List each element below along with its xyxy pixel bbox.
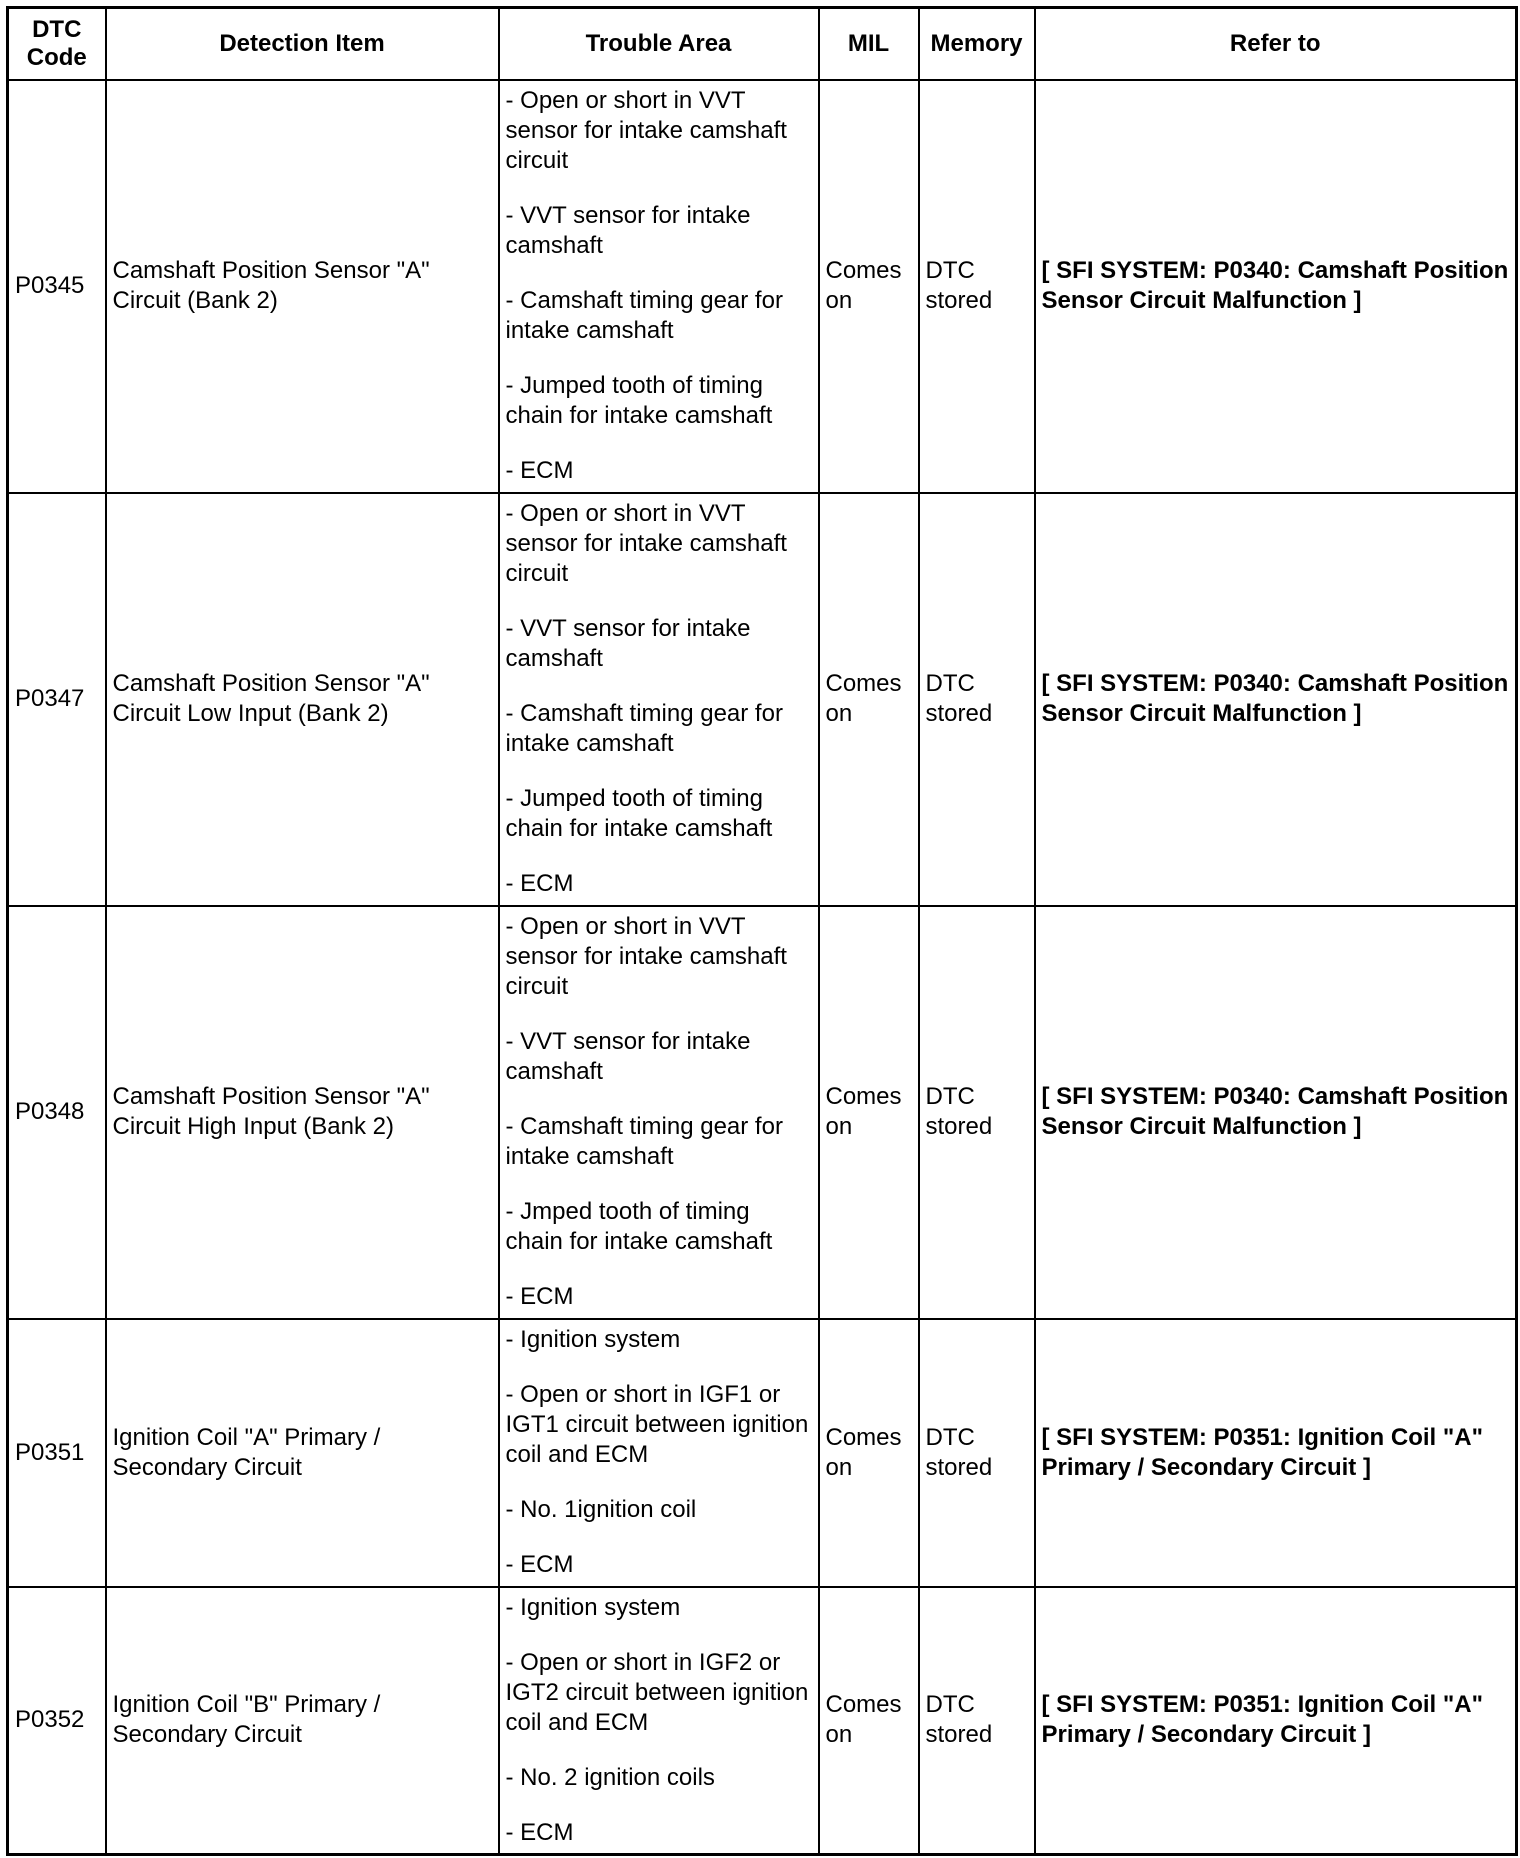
refer-to-link[interactable]: [ SFI SYSTEM: P0351: Ignition Coil "A" Primary / Secondary Circuit ] — [1035, 1319, 1517, 1587]
refer-to-link[interactable]: [ SFI SYSTEM: P0351: Ignition Coil "A" Primary / Secondary Circuit ] — [1035, 1587, 1517, 1855]
header-dtc-code: DTC Code — [8, 8, 106, 80]
memory-cell: DTC stored — [919, 906, 1035, 1319]
trouble-area-item: - VVT sensor for intake camshaft — [505, 202, 751, 259]
trouble-area-item: - ECM — [505, 1818, 574, 1846]
memory-cell: DTC stored — [919, 1587, 1035, 1855]
table-row — [8, 1587, 1517, 1855]
trouble-area-list — [506, 1593, 812, 1848]
trouble-area-item: - Open or short in VVT sensor for intake camshaft circuit — [505, 500, 787, 587]
trouble-area-list — [506, 499, 812, 899]
header-refer-to: Refer to — [1035, 8, 1517, 80]
refer-to-link[interactable]: [ SFI SYSTEM: P0340: Camshaft Position Sensor Circuit Malfunction ] — [1035, 80, 1517, 493]
table-row — [8, 906, 1517, 1319]
dtc-code-cell: P0347 — [8, 493, 106, 906]
trouble-area-item: - Ignition system — [505, 1593, 681, 1621]
header-memory: Memory — [919, 8, 1035, 80]
dtc-code-cell: P0348 — [8, 906, 106, 1319]
dtc-code-cell: P0352 — [8, 1587, 106, 1855]
trouble-area-list — [506, 912, 812, 1312]
trouble-area-cell — [499, 906, 819, 1319]
trouble-area-cell — [499, 80, 819, 493]
trouble-area-cell — [499, 493, 819, 906]
trouble-area-item: - Jmped tooth of timing chain for intake camshaft — [505, 1198, 773, 1255]
trouble-area-cell — [499, 1319, 819, 1587]
trouble-area-item: - ECM — [505, 457, 574, 484]
trouble-area-item: - ECM — [505, 1551, 574, 1578]
trouble-area-item: - ECM — [505, 1283, 574, 1310]
trouble-area-item: - Open or short in VVT sensor for intake camshaft circuit — [505, 87, 787, 174]
trouble-area-item: - Ignition system — [505, 1326, 681, 1353]
trouble-area-item: - Camshaft timing gear for intake camshaft — [505, 1113, 783, 1170]
detection-item-cell: Ignition Coil "B" Primary / Secondary Circuit — [106, 1587, 499, 1855]
trouble-area-item: - Jumped tooth of timing chain for intake camshaft — [505, 785, 773, 842]
table-row — [8, 1319, 1517, 1587]
dtc-code-cell: P0351 — [8, 1319, 106, 1587]
memory-cell: DTC stored — [919, 1319, 1035, 1587]
trouble-area-item: - Camshaft timing gear for intake camshaft — [505, 287, 783, 344]
trouble-area-item: - Open or short in VVT sensor for intake camshaft circuit — [505, 913, 787, 1000]
header-detection-item: Detection Item — [106, 8, 499, 80]
detection-item-cell: Camshaft Position Sensor "A" Circuit High Input (Bank 2) — [106, 906, 499, 1319]
dtc-code-cell: P0345 — [8, 80, 106, 493]
refer-to-link[interactable]: [ SFI SYSTEM: P0340: Camshaft Position Sensor Circuit Malfunction ] — [1035, 493, 1517, 906]
dtc-table — [6, 6, 1518, 1856]
mil-cell: Comes on — [819, 1587, 919, 1855]
mil-cell: Comes on — [819, 80, 919, 493]
trouble-area-cell — [499, 1587, 819, 1855]
table-row — [8, 493, 1517, 906]
header-mil: MIL — [819, 8, 919, 80]
mil-cell: Comes on — [819, 906, 919, 1319]
trouble-area-item: - VVT sensor for intake camshaft — [505, 1028, 751, 1085]
table-row — [8, 80, 1517, 493]
detection-item-cell: Camshaft Position Sensor "A" Circuit Low Input (Bank 2) — [106, 493, 499, 906]
trouble-area-list — [506, 1325, 812, 1580]
detection-item-cell: Ignition Coil "A" Primary / Secondary Circuit — [106, 1319, 499, 1587]
trouble-area-item: - Camshaft timing gear for intake camshaft — [505, 700, 783, 757]
trouble-area-item: - Jumped tooth of timing chain for intake camshaft — [505, 372, 773, 429]
trouble-area-item: - VVT sensor for intake camshaft — [505, 615, 751, 672]
trouble-area-item: - ECM — [505, 870, 574, 897]
trouble-area-item: - Open or short in IGF1 or IGT1 circuit between ignition coil and ECM — [505, 1381, 809, 1468]
memory-cell: DTC stored — [919, 80, 1035, 493]
refer-to-link[interactable]: [ SFI SYSTEM: P0340: Camshaft Position Sensor Circuit Malfunction ] — [1035, 906, 1517, 1319]
memory-cell: DTC stored — [919, 493, 1035, 906]
mil-cell: Comes on — [819, 1319, 919, 1587]
trouble-area-item: - Open or short in IGF2 or IGT2 circuit between ignition coil and ECM — [505, 1648, 809, 1736]
trouble-area-item: - No. 1ignition coil — [505, 1496, 697, 1523]
detection-item-cell: Camshaft Position Sensor "A" Circuit (Bank 2) — [106, 80, 499, 493]
mil-cell: Comes on — [819, 493, 919, 906]
header-trouble-area: Trouble Area — [499, 8, 819, 80]
header-row — [8, 8, 1517, 80]
trouble-area-item: - No. 2 ignition coils — [505, 1763, 715, 1791]
trouble-area-list — [506, 86, 812, 486]
